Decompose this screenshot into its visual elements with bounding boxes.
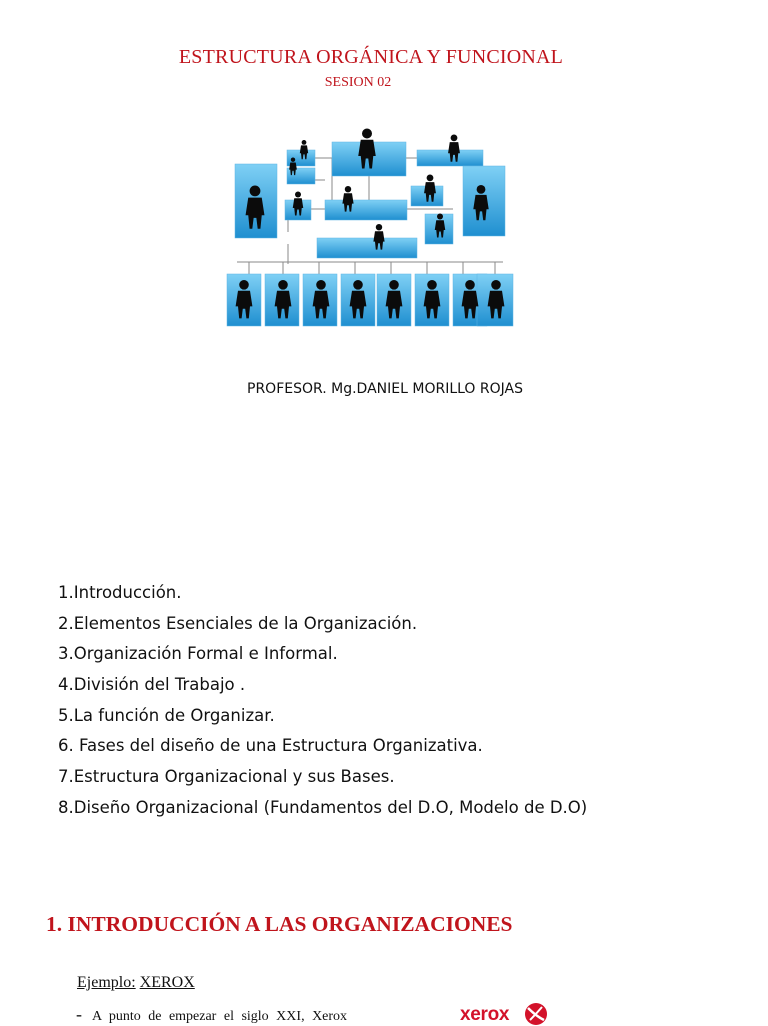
bullet-dash: -: [76, 1004, 82, 1024]
xerox-ball-icon: [524, 1002, 548, 1026]
toc-item: 7.Estructura Organizacional y sus Bases.: [58, 767, 395, 787]
bullet-paragraph: [76, 1004, 347, 1025]
toc-item: 3.Organización Formal e Informal.: [58, 644, 338, 664]
document-title: ESTRUCTURA ORGÁNICA Y FUNCIONAL: [178, 46, 564, 68]
toc-item: 8.Diseño Organizacional (Fundamentos del D.O, Modelo de D.O): [58, 797, 588, 817]
toc-item: 2.Elementos Esenciales de la Organización.: [58, 613, 418, 633]
example-line: [77, 974, 195, 992]
org-chart-illustration: [225, 114, 517, 330]
toc-item: 6. Fases del diseño de una Estructura Organizativa.: [58, 736, 483, 756]
section-heading: 1. INTRODUCCIÓN A LAS ORGANIZACIONES: [46, 912, 513, 936]
session-label: SESION 02: [324, 75, 392, 90]
example-company: XEROX: [139, 974, 195, 991]
toc-item: 1.Introducción.: [58, 583, 182, 602]
xerox-logo: [460, 1000, 560, 1024]
bullet-text: A punto de empezar el siglo XXI, Xerox: [92, 1009, 348, 1024]
professor-name: PROFESOR. Mg.DANIEL MORILLO ROJAS: [247, 381, 523, 397]
table-of-contents: [58, 578, 587, 824]
xerox-wordmark: xerox: [460, 1004, 510, 1025]
example-label: Ejemplo:: [77, 974, 136, 991]
toc-item: 4.División del Trabajo .: [58, 675, 246, 695]
toc-item: 5.La función de Organizar.: [58, 705, 275, 725]
